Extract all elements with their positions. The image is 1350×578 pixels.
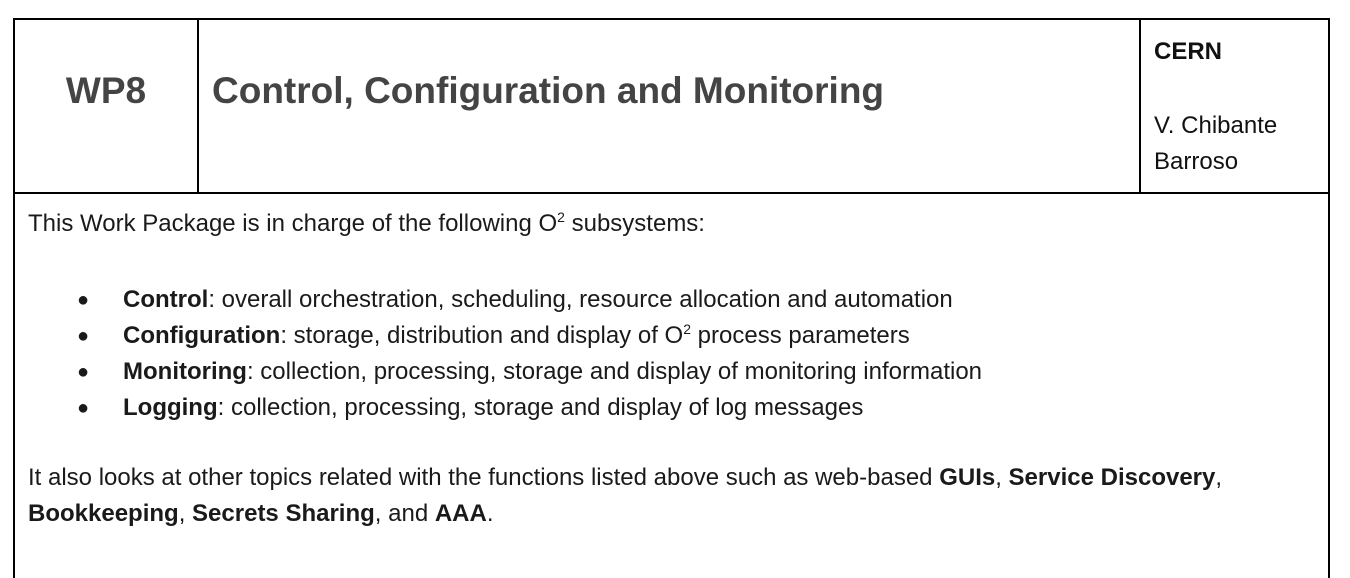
closing-term-bookkeeping: Bookkeeping xyxy=(28,500,179,527)
subsystem-list xyxy=(75,282,982,426)
list-item-term: Configuration xyxy=(123,322,281,349)
list-item-monitoring xyxy=(75,354,982,390)
wp-title: Control, Configuration and Monitoring xyxy=(212,70,885,111)
list-item-desc: : collection, processing, storage and display of log messages xyxy=(217,394,864,421)
bullet-icon: ● xyxy=(77,325,90,347)
bullet-icon: ● xyxy=(77,361,90,383)
list-item-desc: : collection, processing, storage and display of monitoring information xyxy=(246,358,983,385)
intro-suffix: subsystems: xyxy=(564,210,705,237)
wp-title-cell xyxy=(199,20,1141,192)
list-item-superscript: 2 xyxy=(683,321,691,337)
list-item-logging xyxy=(75,390,982,426)
list-item-control xyxy=(75,282,982,318)
list-item-term: Control xyxy=(123,286,209,313)
bullet-icon: ● xyxy=(77,289,90,311)
list-item-term: Logging xyxy=(123,394,218,421)
closing-text: , xyxy=(995,464,1009,491)
lead-person: V. Chibante Barroso xyxy=(1154,112,1278,175)
closing-text: It also looks at other topics related with the functions listed above such as web-based xyxy=(28,464,940,491)
list-item-desc-suffix: process parameters xyxy=(691,322,910,349)
closing-term-secrets-sharing: Secrets Sharing xyxy=(192,500,375,527)
wp-code: WP8 xyxy=(65,70,147,111)
wp-lead-cell xyxy=(1141,20,1328,192)
closing-text: , and xyxy=(374,500,435,527)
closing-text: . xyxy=(486,500,494,527)
intro-prefix: This Work Package is in charge of the following O xyxy=(28,210,558,237)
lead-institution: CERN xyxy=(1154,38,1223,65)
closing-term-guis: GUIs xyxy=(939,464,996,491)
list-item-configuration xyxy=(75,318,982,354)
closing-text: , xyxy=(1215,464,1223,491)
work-package-table xyxy=(13,18,1330,578)
intro-text xyxy=(28,210,705,238)
list-item-desc: : overall orchestration, scheduling, resource allocation and automation xyxy=(208,286,953,313)
list-item-desc: : storage, distribution and display of O xyxy=(280,322,684,349)
list-item-term: Monitoring xyxy=(123,358,247,385)
wp-code-cell xyxy=(15,20,199,192)
bullet-icon: ● xyxy=(77,397,90,419)
closing-paragraph xyxy=(28,460,1228,532)
closing-term-service-discovery: Service Discovery xyxy=(1008,464,1216,491)
intro-superscript: 2 xyxy=(557,209,565,225)
closing-text: , xyxy=(178,500,193,527)
table-header-row xyxy=(15,20,1328,194)
closing-term-aaa: AAA xyxy=(434,500,487,527)
